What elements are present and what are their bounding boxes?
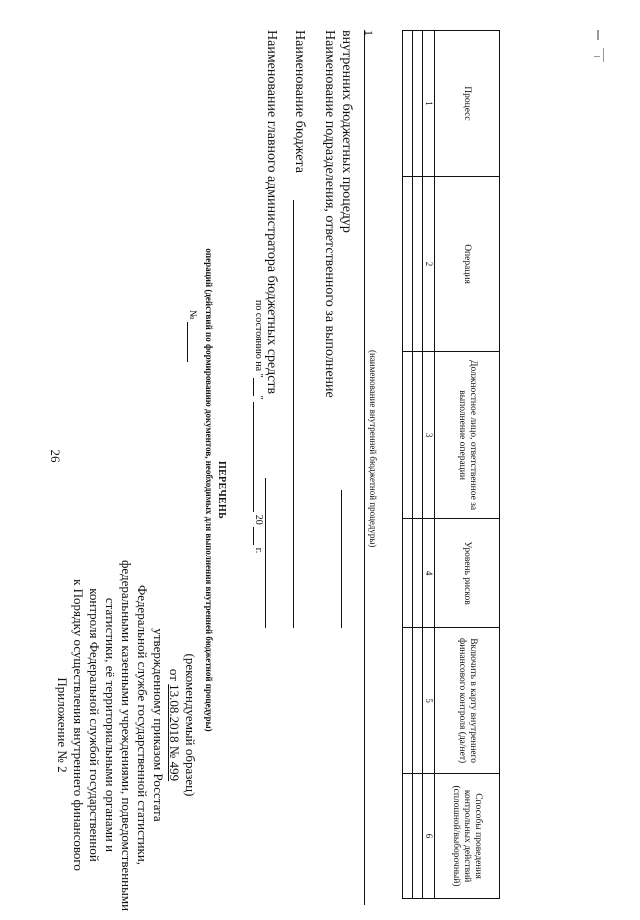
- appendix-order: [167, 560, 182, 890]
- appendix-line-2: контроля Федеральной службой государственной: [87, 588, 102, 862]
- document-subtitle: операций (действий по формированию документов, необходимых для выполнения внутренней бюджетной процедуры): [204, 248, 214, 732]
- appendix-line-5: Федеральной службе государственной статистики,: [135, 584, 150, 866]
- table-cell: [403, 628, 413, 774]
- document-title: ПЕРЕЧЕНЬ: [216, 460, 227, 520]
- procedure-line: [364, 30, 365, 905]
- date-year: 20: [253, 514, 264, 525]
- department-label-line1: Наименование подразделения, ответственного за выполнение: [322, 30, 337, 398]
- column-number: 5: [423, 628, 435, 774]
- column-header-operation: Операция: [435, 176, 500, 351]
- chief-admin-label: Наименование главного администратора бюджетных средств: [264, 30, 279, 395]
- table-row: [403, 31, 413, 899]
- column-number: 1: [423, 31, 435, 177]
- budget-line: [293, 200, 294, 628]
- appendix-order-date-number: 13.08.2018 № 499: [167, 684, 182, 782]
- procedure-caption: (наименование внутренней бюджетной процедуры): [368, 350, 378, 548]
- table-cell: [413, 628, 423, 774]
- appendix-sample-note: (рекомендуемый образец): [183, 653, 198, 797]
- procedure-number: 1: [362, 30, 376, 36]
- date-year-blank: [253, 527, 264, 545]
- page-number: 26: [48, 449, 63, 463]
- scan-artifact: [597, 30, 599, 40]
- table-cell: [413, 176, 423, 351]
- date-mid: ": [253, 395, 264, 400]
- number-row: [187, 310, 198, 362]
- table-cell: [413, 519, 423, 628]
- column-header-process: Процесс: [435, 31, 500, 177]
- column-header-risk-level: Уровень рисков: [435, 519, 500, 628]
- date-prefix: по состоянию на ": [253, 300, 264, 378]
- table-cell: [413, 352, 423, 519]
- chief-admin-line: [265, 478, 266, 628]
- table-row: [413, 31, 423, 899]
- number-blank: [187, 322, 198, 362]
- column-header-responsible: Должностное лицо, ответственное за выполнение операции: [435, 352, 500, 519]
- operations-table: [402, 30, 500, 899]
- column-number: 3: [423, 352, 435, 519]
- appendix-line-1: к Порядку осуществления внутреннего финансового: [71, 579, 86, 871]
- table-cell: [403, 31, 413, 177]
- appendix-order-prefix: от: [167, 668, 182, 685]
- number-label: №: [187, 310, 198, 320]
- column-number: 4: [423, 519, 435, 628]
- table-cell: [413, 774, 423, 899]
- table-cell: [403, 352, 413, 519]
- table-cell: [403, 519, 413, 628]
- column-number: 2: [423, 176, 435, 351]
- column-number-row: [423, 31, 435, 899]
- scan-artifact: [603, 48, 604, 62]
- table-cell: [413, 31, 423, 177]
- table-cell: [403, 176, 413, 351]
- appendix-line-6: утвержденному приказом Росстата: [151, 628, 166, 822]
- table-header-row: [435, 31, 500, 899]
- department-label-line2: внутренних бюджетных процедур: [339, 30, 354, 233]
- appendix-title: Приложение № 2: [55, 677, 70, 773]
- column-number: 6: [423, 774, 435, 899]
- date-month-blank: [253, 402, 264, 512]
- appendix-line-4: федеральными казенными учреждениями, подведомственными: [119, 560, 134, 912]
- budget-label: Наименование бюджета: [292, 30, 307, 173]
- date-suffix: г.: [253, 547, 264, 554]
- table-cell: [403, 774, 413, 899]
- appendix-line-3: статистики, её территориальными органами и: [103, 597, 118, 853]
- scan-artifact: [594, 56, 600, 57]
- department-line: [341, 490, 342, 628]
- column-header-include-in-map: Включить в карту внутреннего финансового контроля (да/нет): [435, 628, 500, 774]
- column-header-control-methods: Способы проведения контрольных действий (сплошной/выборочный): [435, 774, 500, 899]
